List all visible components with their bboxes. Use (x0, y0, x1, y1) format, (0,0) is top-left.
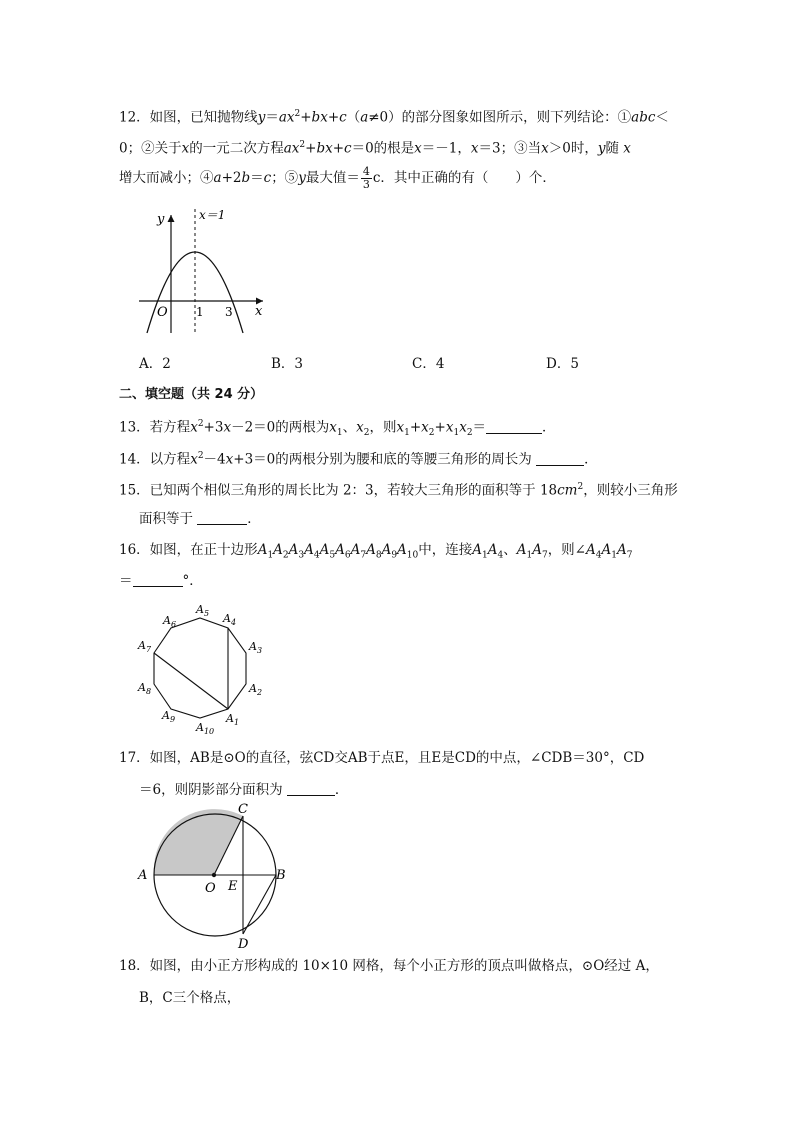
q15-line-2: 面积等于 ． (139, 511, 261, 527)
vertex-a4: $A_4$ (223, 612, 237, 627)
option-b[interactable]: B．3 (271, 356, 304, 372)
circle-figure (132, 800, 292, 950)
parabola-graph (135, 205, 275, 340)
q15-answer-blank[interactable] (197, 510, 247, 525)
q15-line-1: 15．已知两个相似三角形的周长比为 2：3，若较大三角形的面积等于 $18cm^2$，则较小三角形 (119, 482, 678, 499)
section-title: 二、填空题（共 24 分） (119, 387, 264, 402)
q18-line-1: 18．如图，由小正方形构成的 10×10 网格，每个小正方形的顶点叫做格点，⊙O经过 A， (119, 958, 659, 974)
label-o: O (205, 881, 216, 896)
q12-line-3: 增大而减小；④a+2b＝c；⑤y最大值＝ $\frac{4}{3}$ c．其中正确的有（ ）个． (119, 165, 556, 191)
q13-line: 13．若方程$x^2+3x-2=0$的两根为$x_1$、$x_2$，则$x_1+x_2+x_1x_2=$ ． (119, 419, 556, 439)
origin-label: O (157, 305, 168, 320)
vertex-a1: $A_1$ (226, 712, 240, 727)
vertex-a2: $A_2$ (249, 682, 263, 697)
q13-answer-blank[interactable] (486, 419, 542, 434)
segment-db (243, 875, 276, 934)
q12-line-2: 0；②关于x的一元二次方程$ax^2+bx+c=0$的根是x＝－1，x＝3；③当x＞0时，y随 x (119, 140, 631, 157)
vertex-a10: $A_{10}$ (196, 721, 215, 736)
decagon-figure (130, 600, 270, 736)
q16-line-2: ＝ °． (119, 573, 203, 589)
option-c[interactable]: C．4 (412, 356, 445, 372)
label-b: B (276, 868, 286, 883)
tick-1: 1 (196, 305, 204, 319)
q18-line-2: B，C三个格点， (139, 990, 241, 1006)
q17-answer-blank[interactable] (287, 781, 335, 796)
q16-answer-blank[interactable] (133, 572, 183, 587)
decagon-outline (154, 618, 246, 718)
fraction-4-3: $\frac{4}{3}$ (362, 165, 370, 191)
vertex-a8: $A_8$ (138, 681, 152, 696)
label-c: C (238, 802, 248, 817)
vertex-a5: $A_5$ (196, 603, 210, 618)
q17-line-2: ＝6，则阴影部分面积为 ． (139, 782, 349, 798)
label-d: D (238, 937, 249, 950)
q16-line-1: 16．如图，在正十边形$A_1A_2A_3A_4A_5A_6A_7A_8A_9A_{10}$中，连接$A_1A_4$、$A_1A_7$，则$\angle A_4A_1A_7$ (119, 542, 633, 561)
x-axis-label: x (255, 304, 263, 319)
q14-line: 14．以方程$x^2-4x+3=0$的两根分别为腰和底的等腰三角形的周长为 ． (119, 451, 598, 468)
symmetry-label: x＝1 (199, 208, 226, 222)
label-e: E (228, 879, 238, 894)
label-a: A (138, 868, 148, 883)
q12-line-1: 12．如图，已知抛物线$y=ax^2+bx+c(a\ne 0)$的部分图象如图所示，则下列结论：①abc＜ (119, 109, 669, 126)
q14-answer-blank[interactable] (536, 451, 584, 466)
vertex-a6: $A_6$ (163, 614, 177, 629)
vertex-a3: $A_3$ (249, 640, 263, 655)
y-axis-label: y (157, 212, 165, 227)
tick-3: 3 (225, 305, 233, 319)
q17-line-1: 17．如图，AB是⊙O的直径，弦CD交AB于点E，且E是CD的中点，∠CDB＝30°，CD (119, 750, 645, 766)
vertex-a9: $A_9$ (162, 709, 176, 724)
option-a[interactable]: A．2 (139, 356, 171, 372)
vertex-a7: $A_7$ (138, 639, 152, 654)
center-dot (212, 873, 216, 877)
option-d[interactable]: D．5 (546, 356, 579, 372)
